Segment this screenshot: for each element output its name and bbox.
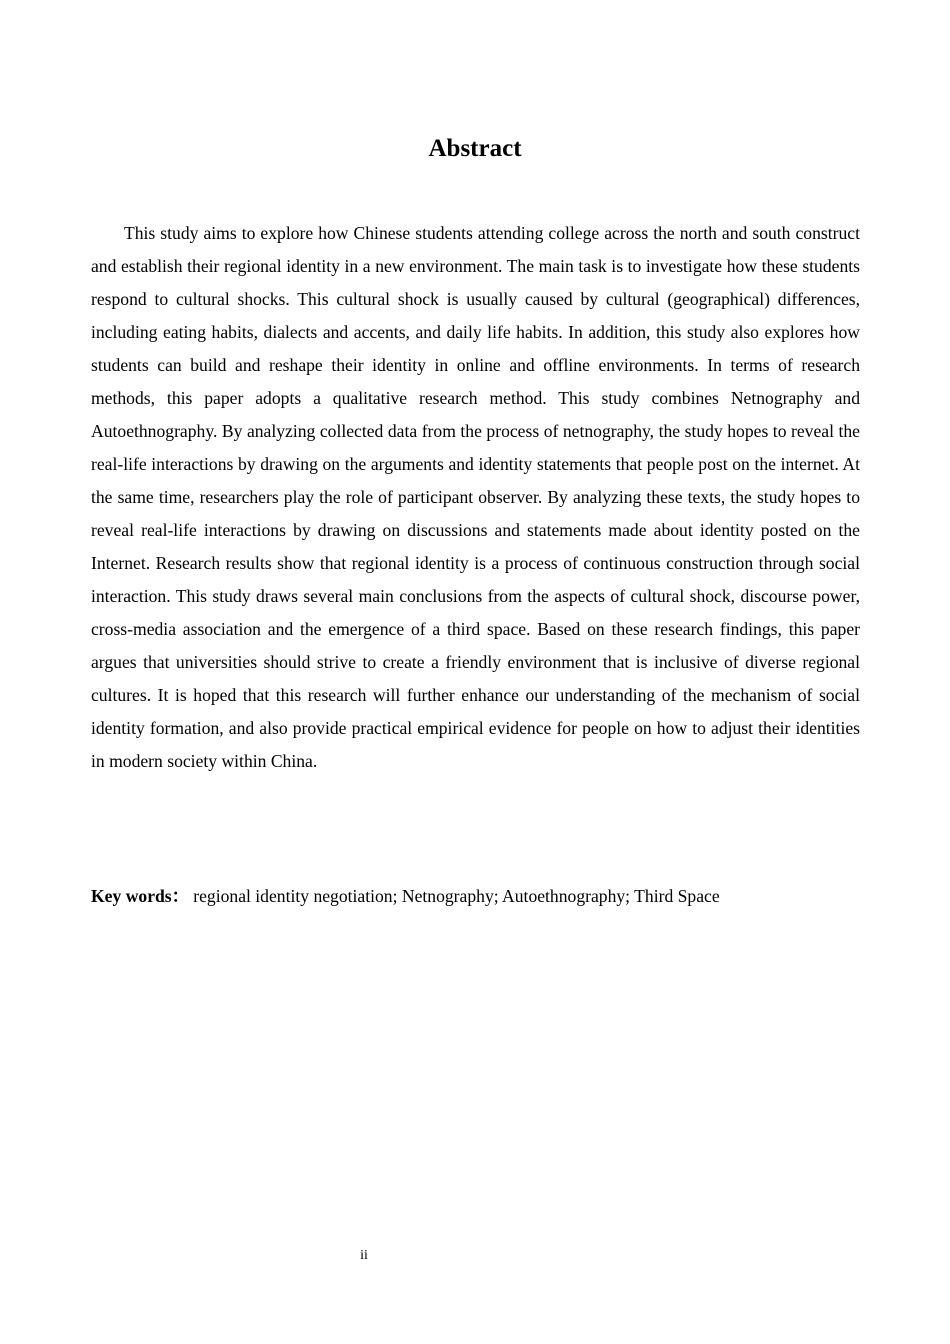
page-number: ii (360, 1248, 368, 1263)
keywords-label: Key words (91, 886, 172, 906)
keywords-line (91, 880, 860, 913)
abstract-paragraph: This study aims to explore how Chinese students attending college across the north and south construct and establish their regional identity in a new environment. The main task is to investigate how these students respond to cultural shocks. This cultural shock is usually caused by cultural (geographical) differences, including eating habits, dialects and accents, and daily life habits. In addition, this study also explores how students can build and reshape their identity in online and offline environments. In terms of research methods, this paper adopts a qualitative research method. This study combines Netnography and Autoethnography. By analyzing collected data from the process of netnography, the study hopes to reveal the real-life interactions by drawing on the arguments and identity statements that people post on the internet. At the same time, researchers play the role of participant observer. By analyzing these texts, the study hopes to reveal real-life interactions by drawing on discussions and statements made about identity posted on the Internet. Research results show that regional identity is a process of continuous construction through social interaction. This study draws several main conclusions from the aspects of cultural shock, discourse power, cross-media association and the emergence of a third space. Based on these research findings, this paper argues that universities should strive to create a friendly environment that is inclusive of diverse regional cultures. It is hoped that this research will further enhance our understanding of the mechanism of social identity formation, and also provide practical empirical evidence for people on how to adjust their identities in modern society within China. (91, 223, 860, 771)
keywords-text: regional identity negotiation; Netnography; Autoethnography; Third Space (193, 886, 720, 906)
abstract-heading: Abstract (428, 135, 522, 162)
keywords-separator: ： (171, 886, 190, 906)
